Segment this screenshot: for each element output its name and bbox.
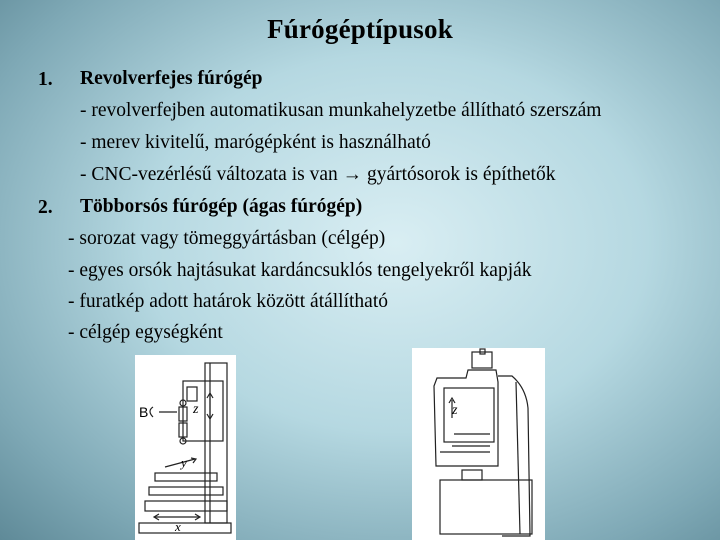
bullet-2-1: - sorozat vagy tömeggyártásban (célgép): [68, 228, 386, 249]
turret-drill-figure: [135, 355, 236, 540]
item-heading-1: Revolverfejes fúrógép: [80, 68, 263, 89]
bullet-1-2: - merev kivitelű, marógépként is használható: [80, 132, 431, 153]
item-number-2: 2.: [38, 197, 53, 218]
bullet-1-3: - CNC-vezérlésű változata is van → gyártósorok is építhetők: [80, 164, 556, 185]
cnc-drill-drawing: [412, 348, 545, 540]
item-heading-2: Többorsós fúrógép (ágas fúrógép): [80, 196, 363, 217]
bullet-2-3: - furatkép adott határok között átállítható: [68, 291, 389, 312]
bullet-2-2: - egyes orsók hajtásukat kardáncsuklós tengelyekről kapják: [68, 260, 532, 281]
bullet-2-4: - célgép egységként: [68, 322, 223, 343]
axis-x-label-left: x: [175, 519, 181, 534]
axis-z-label-right: z: [452, 403, 458, 418]
page-title: Fúrógéptípusok: [267, 14, 453, 44]
cnc-drill-figure: [412, 348, 545, 540]
axis-y-label-left: y: [181, 455, 187, 470]
axis-z-label-left: z: [193, 402, 199, 417]
turret-drill-drawing: [135, 355, 236, 540]
axis-b-label-left: B: [139, 404, 149, 420]
item-number-1: 1.: [38, 69, 53, 90]
bullet-1-1: - revolverfejben automatikusan munkahelyzetbe állítható szerszám: [80, 100, 602, 121]
